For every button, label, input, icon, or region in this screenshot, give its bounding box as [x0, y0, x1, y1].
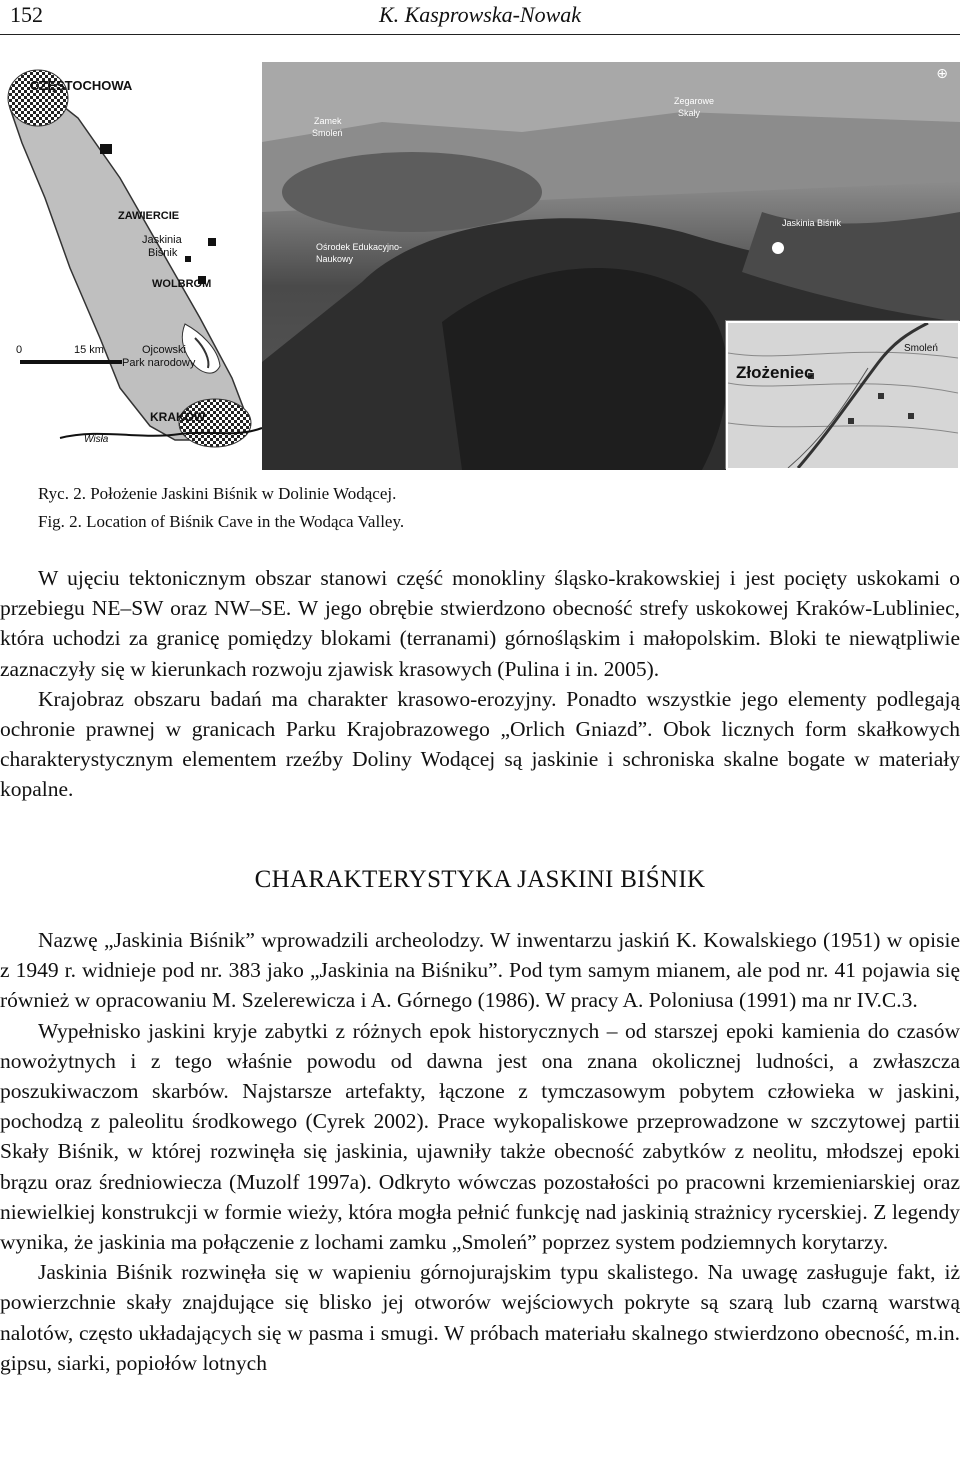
body-text-top [0, 563, 960, 805]
label-wolbrom: WOLBROM [152, 278, 212, 290]
jura-region-outline [10, 84, 248, 440]
running-head: K. Kasprowska-Nowak [378, 2, 582, 27]
photo-label-zegarowe-2: Skały [678, 108, 701, 118]
caption-english: Fig. 2. Location of Biśnik Cave in the Wodąca Valley. [38, 512, 405, 531]
figure-2 [0, 48, 960, 470]
paragraph: Krajobraz obszaru badań ma charakter krasowo-erozyjny. Ponadto wszystkie jego elementy podlegają ochronie prawnej w granicach Parku Krajobrazowego „Orlich Gniazd”. Obok licznych form skałkowych charakterystycznym elementem rzeźby Doliny Wodącej są jaskinie i schroniska skalne bogate w materiały kopalne. [0, 686, 960, 802]
region-map [0, 48, 262, 470]
topographic-inset [726, 321, 960, 470]
scale-zero: 0 [16, 344, 23, 356]
scale-km: 15 km [74, 344, 104, 356]
region-map-shape [0, 48, 262, 470]
aerial-photo [262, 62, 960, 470]
label-jaskinia-2: Biśnik [148, 247, 178, 259]
caption-polish: Ryc. 2. Położenie Jaskini Biśnik w Dolinie Wodącej. [38, 484, 397, 503]
photo-label-zegarowe-1: Zegarowe [674, 96, 715, 106]
section-heading: CHARAKTERYSTYKA JASKINI BIŚNIK [254, 866, 706, 893]
compass-icon: ⊕ [936, 66, 948, 82]
photo-label-jaskinia: Jaskinia Biśnik [782, 218, 842, 228]
bisnik-cave-marker [185, 256, 191, 262]
label-zawiercie: ZAWIERCIE [118, 210, 180, 222]
bisnik-cave-location [772, 242, 784, 254]
label-ojcowski-1: Ojcowski [142, 344, 187, 356]
photo-label-osrodek-2: Naukowy [316, 254, 354, 264]
topo-label-zlozeniec: Złożeniec [736, 363, 814, 382]
paragraph: Wypełnisko jaskini kryje zabytki z różnych epok historycznych – od starszej epoki kamienia do czasów nowożytnych i z tego właśnie powodu od dawna jest ona znana okolicznej ludności, a zwłaszcza poszukiwaczom skarbów. Najstarsze artefakty, łączone z tymczasowym pobytem człowieka w jaskini, pochodzą z paleolitu środkowego (Cyrek 2002). Prace wykopaliskowe przeprowadzone w szczytowej partii Skały Biśnik, w której rozwinęła się jaskinia, ujawniły także obecność zabytków z neolitu, młodszej epoki brązu oraz średniowiecza (Muzolf 1997a). Odkryto wówczas pozostałości po pracowni krzemieniarskiej oraz niewielkiej konstrukcji w formie wieży, która mogła pełnić funkcję nad jaskinią strażnicy rycerskiej. Z legendy wynika, że jaskinia ma połączenie z lochami zamku „Smoleń” poprzez system podziemnych korytarzy. [0, 1018, 960, 1255]
paragraph: Jaskinia Biśnik rozwinęła się w wapieniu górnojurajskim typu skalistego. Na uwagę zasługuje fakt, iż powierzchnie skały znajdujące się blisko jej otworów wejściowych pokryte są szarą lub czarną warstwą nalotów, często układających się w pasma i smugi. W próbach materiału skalnego stwierdzono obecność, m.in. gipsu, siarki, popiołów lotnych [0, 1260, 960, 1375]
paragraph: Nazwę „Jaskinia Biśnik” wprowadzili archeolodzy. W inwentarzu jaskiń K. Kowalskiego (1951) w opisie z 1949 r. widnieje pod nr. 383 jako „Jaskinia na Biśniku”. Pod tym samym mianem, ale pod nr. 41 pojawia się również w opracowaniu M. Szelerewicza i A. Górnego (1986). W pracy A. Poloniusa (1991) ma nr IV.C.3. [0, 928, 960, 1013]
photo-label-osrodek-1: Ośrodek Edukacyjno- [316, 242, 403, 252]
label-ojcowski-2: Park narodowy [122, 357, 196, 369]
scale-bar [20, 360, 122, 364]
body-text-bottom [0, 925, 960, 1378]
label-krakow: KRAKÓW [150, 410, 206, 424]
label-wisla: Wisła [84, 434, 109, 445]
label-czestochowa: CZĘSTOCHOWA [30, 78, 133, 93]
label-jaskinia-1: Jaskinia [142, 234, 182, 246]
topo-label-smolen: Smoleń [904, 343, 938, 354]
paragraph: W ujęciu tektonicznym obszar stanowi część monokliny śląsko-krakowskiej i jest pocięty uskokami o przebiegu NE–SW oraz NW–SE. W jego obrębie stwierdzono obecność strefy uskokowej Kraków-Lubliniec, która uchodzi za granicę pomiędzy blokami (terranami) górnośląskim i małopolskim. Bloki te niewątpliwie zaznaczyły się w kierunkach rozwoju zjawisk krasowych (Pulina i in. 2005). [0, 566, 960, 681]
photo-label-zamek-1: Zamek [314, 116, 342, 126]
page-header [0, 0, 960, 35]
photo-label-zamek-2: Smoleń [312, 128, 343, 138]
page-number: 152 [10, 2, 43, 27]
